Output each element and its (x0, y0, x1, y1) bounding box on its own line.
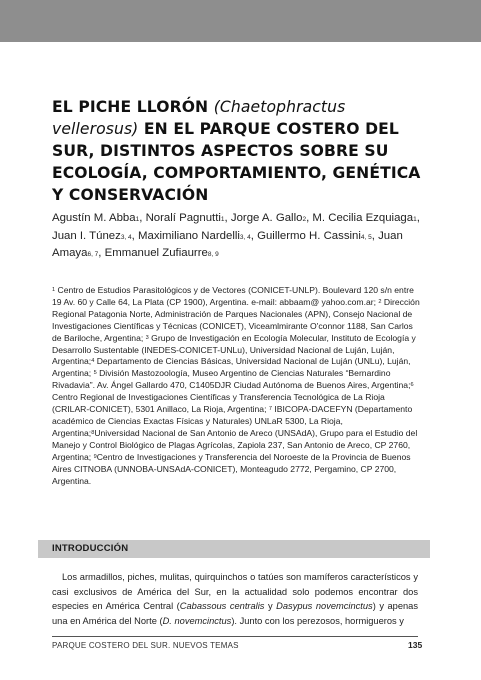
author-name: Guillermo H. Cassini (257, 229, 361, 242)
author-name: Juan Amaya (52, 229, 403, 260)
author-name: Noralí Pagnutti (145, 212, 221, 224)
affiliation-text: Dirección Regional Patagonia Norte, Administración de Parques Nacionales (APN), Consejo Nacional de Investigaciones Científicas y Técnicas (CONICET), Viceamlmirante O'connor 1188, San Carlos de Bariloche, Argentina; (52, 296, 420, 343)
author-separator: , (416, 212, 420, 224)
author-separator: , (306, 212, 313, 224)
affiliation-marker: 3 (145, 334, 149, 341)
affiliation-text: Grupo de Investigación en Ecología Molecular, Instituto de Ecología y Desarrollo Sustentable (INEDES-CONICET-UNLu), Universidad Nacional de Luján, Luján, Argentina; (52, 332, 416, 367)
author-list (52, 210, 432, 263)
affiliation-marker: 1 (52, 287, 56, 293)
species-name: Dasypus novemcinctus (276, 601, 373, 612)
author-affiliation-marker: 1 (413, 216, 417, 223)
author-affiliation-marker: 3, 4 (120, 233, 132, 241)
footer-running-title: PARQUE COSTERO DEL SUR. NUEVOS TEMAS (52, 641, 239, 650)
body-paragraph (52, 570, 418, 629)
body-text (52, 570, 418, 629)
affiliation-marker: 8 (91, 429, 95, 436)
footer-rule (52, 636, 418, 637)
affiliations (52, 285, 420, 487)
affiliation-text: Centro de Estudios Parasitológicos y de Vectores (CONICET-UNLP). Boulevard 120 s/n entre 19 Av. 60 y Calle 64, La Plata (CP 1900), Argentina. e-mail: abbaam@ yahoo.com.ar; (52, 285, 414, 307)
body-text-run: ). Junto con los perezosos, hormigueros y (231, 616, 404, 627)
author-affiliation-marker: 1 (220, 216, 225, 223)
affiliation-text: Centro de Investigaciones y Transferencia del Noroeste de la Provincia de Buenos Aires CITNOBA (UNNOBA-UNSAdA-CONICET), Monteagudo 2772, Pergamino, CP 2700, Argentina. (52, 451, 411, 486)
author-name: M. Cecilia Ezquiaga (312, 212, 414, 224)
author-separator: , (131, 229, 138, 242)
affiliation-marker: 6 (410, 382, 414, 389)
section-title: INTRODUCCIÓN (52, 543, 129, 554)
affiliation-marker: 7 (268, 406, 272, 413)
author-separator: , (224, 212, 231, 224)
author-affiliation-marker: 2 (302, 216, 307, 223)
author-affiliation-marker: 3, 4 (239, 233, 251, 241)
author-name: Jorge A. Gallo (230, 212, 303, 224)
author-separator: , (250, 229, 258, 242)
author-name: Agustín M. Abba (52, 212, 136, 224)
author-name: Maximiliano Nardelli (138, 229, 240, 242)
body-text-run: Los armadillos, piches, mulitas, quirquinchos o tatúes son mamíferos característicos y casi exclusivos de América del Sur, en la actualidad solo podemos encontrar dos especies en América Central ( (52, 572, 418, 612)
author-separator: , (371, 229, 379, 242)
top-header-bar (0, 0, 481, 42)
affiliation-marker: 9 (93, 453, 97, 460)
affiliation-marker: 2 (378, 298, 382, 305)
title-scientific-name: (Chaetophractus vellerosus) (52, 98, 346, 138)
page-number: 135 (408, 640, 423, 650)
affiliation-text: Universidad Nacional de San Antonio de Areco (UNSAdA), Grupo para el Estudio del Manejo y Control Biológico de Plagas Agrícolas, Zapiola 237, San Antonio de Areco, CP 2760, Argentina; (52, 427, 418, 462)
affiliation-marker: 4 (91, 358, 95, 365)
author-affiliation-marker: 1 (135, 216, 140, 223)
author-separator: , (98, 247, 105, 260)
affiliation-text: Departamento de Ciencias Básicas, Universidad Nacional de Luján (UNLu), Luján, Argentina; (52, 356, 411, 379)
author-affiliation-marker: 6, 7 (87, 251, 99, 259)
section-header-bar (38, 540, 430, 558)
body-text-run: y (264, 601, 277, 612)
species-name: Cabassous centralis (179, 601, 265, 612)
author-name: Juan I. Túnez (52, 229, 121, 242)
affiliation-text: División Mastozoología, Museo Argentino de Ciencias Naturales “Bernardino Rivadavia”. Av. Ángel Gallardo 470, C1405DJR Ciudad Autónoma de Buenos Aires, Argentina; (52, 368, 411, 391)
species-name: D. novemcinctus (162, 616, 232, 627)
author-affiliation-marker: 4, 5 (360, 233, 372, 241)
title-part-1: EL PICHE LLORÓN (52, 98, 214, 116)
author-separator: , (139, 212, 146, 224)
article-title (52, 96, 432, 206)
affiliation-text: IBICOPA-DACEFYN (Departamento académico de Ciencias Exactas Físicas y Naturales) UNLaR 5300, La Rioja, Argentina; (52, 404, 413, 438)
body-text-run: ) y apenas una en América del Norte ( (52, 601, 418, 627)
author-name: Emmanuel Zufiaurre (104, 247, 208, 260)
title-part-2: EN EL PARQUE COSTERO DEL SUR, DISTINTOS ASPECTOS SOBRE SU ECOLOGÍA, COMPORTAMIENTO, GENÉTICA Y CONSERVACIÓN (52, 120, 421, 204)
author-affiliation-marker: 8, 9 (207, 251, 219, 259)
affiliation-marker: 5 (93, 370, 97, 377)
affiliation-text: Centro Regional de Investigaciones Científicas y Transferencia Tecnológica de La Rioja (CRILAR-CONICET), 5301 Anillaco, La Rioja, Argentina; (52, 392, 385, 415)
